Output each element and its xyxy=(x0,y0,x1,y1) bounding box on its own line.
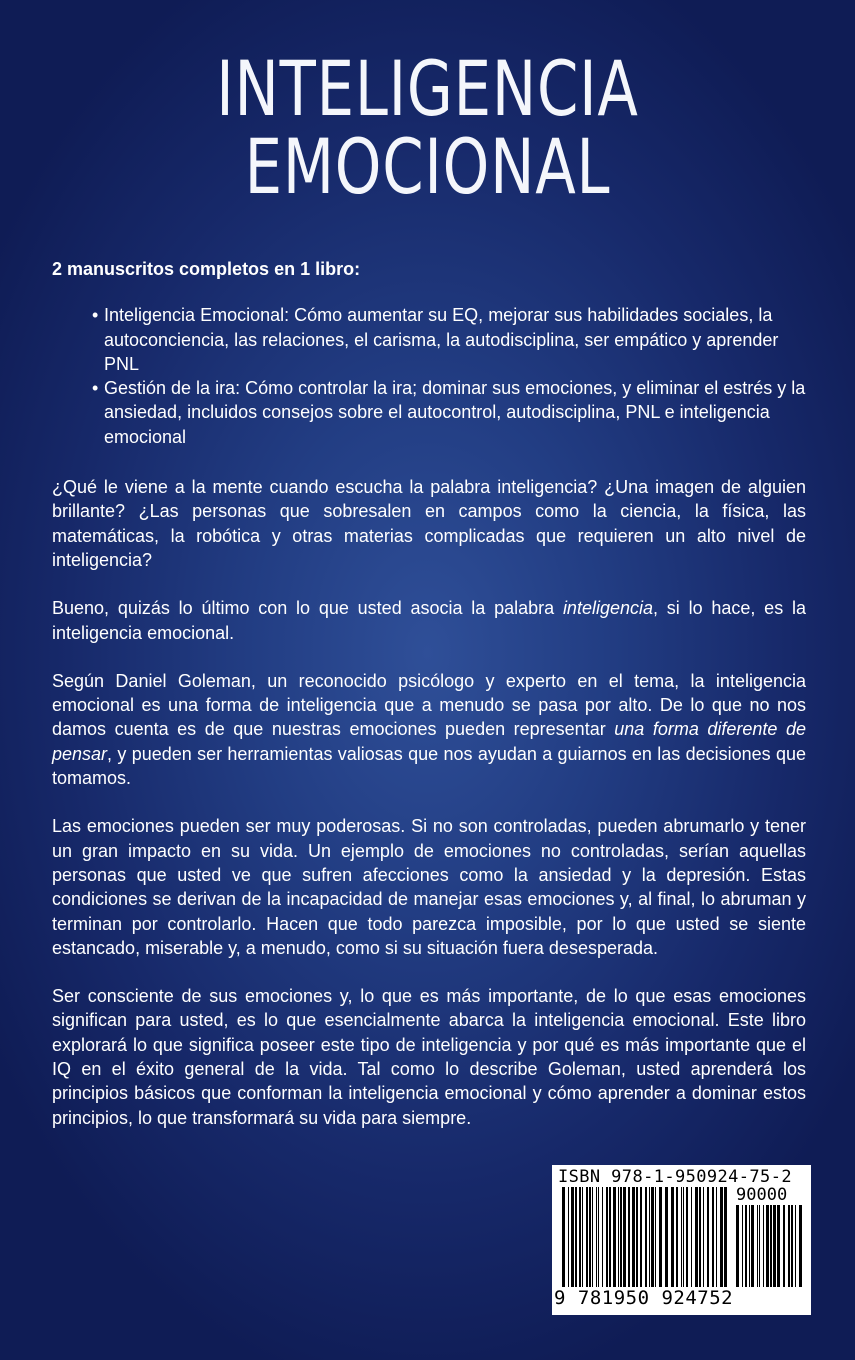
barcode-bar xyxy=(773,1205,776,1287)
barcode-bar xyxy=(695,1187,698,1287)
barcode-bar xyxy=(655,1187,656,1287)
barcode-bar xyxy=(602,1187,603,1287)
manuscript-item: • Gestión de la ira: Cómo controlar la ira; dominar sus emociones, y eliminar el estrés y la ansiedad, incluidos consejos sobre el autocontrol, autodisciplina, PNL e inteligencia emocional xyxy=(92,376,806,449)
barcode-bar xyxy=(620,1187,622,1287)
barcode-bar xyxy=(699,1187,701,1287)
barcode-bar xyxy=(720,1187,723,1287)
lead-heading: 2 manuscritos completos en 1 libro: xyxy=(52,259,361,279)
barcode-bar xyxy=(651,1187,654,1287)
barcode-bar xyxy=(788,1205,790,1287)
barcode-bar xyxy=(659,1187,662,1287)
barcode-bar xyxy=(686,1187,688,1287)
barcode-bar xyxy=(568,1187,569,1287)
barcode-bar xyxy=(582,1187,583,1287)
barcode-bar xyxy=(579,1187,581,1287)
barcode-bar xyxy=(592,1187,593,1287)
price-code: 90000 xyxy=(736,1185,788,1205)
barcode-bar xyxy=(799,1205,802,1287)
paragraph-2 xyxy=(52,596,806,645)
paragraph-2-emphasis: inteligencia xyxy=(562,598,653,619)
barcode-bar xyxy=(759,1205,760,1287)
barcode-bar xyxy=(606,1187,608,1287)
barcode-bar xyxy=(777,1205,780,1287)
title-line-2: EMOCIONAL xyxy=(244,122,611,211)
addon-barcode-bars xyxy=(736,1205,804,1287)
barcode-bar xyxy=(598,1187,599,1287)
paragraph-1: ¿Qué le viene a la mente cuando escucha la palabra inteligencia? ¿Una imagen de alguien brillante? ¿Las personas que sobresalen en campos como la ciencia, la física, las matemáticas, la robótica y otras materias complicadas que requieren un alto nivel de inteligencia? xyxy=(52,477,806,570)
barcode-bar xyxy=(665,1187,668,1287)
barcode-bar xyxy=(707,1187,709,1287)
paragraph-3-emphasis: una forma diferente de pensar xyxy=(52,719,806,764)
barcode-bar xyxy=(683,1187,684,1287)
barcode-bar xyxy=(596,1187,597,1287)
isbn-barcode xyxy=(552,1165,811,1315)
barcode-bar xyxy=(671,1187,674,1287)
title-line-1: INTELIGENCIA xyxy=(216,44,639,133)
barcode-bar xyxy=(589,1187,591,1287)
back-cover-text xyxy=(52,257,806,1154)
barcode-bar xyxy=(586,1187,588,1287)
manuscript-item: • Inteligencia Emocional: Cómo aumentar su EQ, mejorar sus habilidades sociales, la autoconciencia, las relaciones, el carisma, la autodisciplina, ser empático y aprender PNL xyxy=(92,303,806,376)
paragraph-3-text-b: , y pueden ser herramientas valiosas que nos ayudan a guiarnos en las decisiones que tomamos. xyxy=(52,743,806,789)
paragraph-3-text-a: Según Daniel Goleman, un reconocido psicólogo y experto en el tema, la inteligencia emocional es una forma de inteligencia que a menudo se pasa por alto. De lo que no nos damos cuenta es de que nuestras emociones pueden representar xyxy=(52,670,806,740)
paragraph-3 xyxy=(52,669,806,790)
barcode-bar xyxy=(712,1187,714,1287)
barcode-bar xyxy=(770,1205,772,1287)
barcode-bar xyxy=(640,1187,642,1287)
barcode-bar xyxy=(783,1205,785,1287)
barcode-bar xyxy=(571,1187,574,1287)
barcode-bar xyxy=(742,1205,743,1287)
barcode-bar xyxy=(745,1205,747,1287)
barcode-bar xyxy=(736,1205,739,1287)
barcode-bar xyxy=(623,1187,626,1287)
barcode-bar xyxy=(609,1187,611,1287)
barcode-bar xyxy=(766,1205,769,1287)
paragraph-5: Ser consciente de sus emociones y, lo que es más importante, de lo que esas emociones significan para usted, es lo que esencialmente abarca la inteligencia emocional. Este libro explorará lo que significa poseer este tipo de inteligencia y por qué es más importante que el IQ en el éxito general de la vida. Tal como lo describe Goleman, usted aprenderá los principios básicos que conforman la inteligencia emocional y cómo aprender a dominar estos principios, lo que transformará su vida para siempre. xyxy=(52,986,806,1128)
barcode-bar xyxy=(676,1187,678,1287)
ean-barcode-bars xyxy=(562,1187,727,1287)
ean-digits: 9 781950 924752 xyxy=(554,1287,734,1309)
barcode-bar xyxy=(649,1187,650,1287)
barcode-bar xyxy=(763,1205,764,1287)
isbn-number: ISBN 978-1-950924-75-2 xyxy=(558,1167,792,1187)
barcode-bar xyxy=(795,1205,796,1287)
barcode-bar xyxy=(636,1187,638,1287)
barcode-bar xyxy=(681,1187,682,1287)
barcode-bar xyxy=(628,1187,630,1287)
barcode-bar xyxy=(724,1187,727,1287)
paragraph-2-text-b: , si lo hace, es la inteligencia emocional. xyxy=(52,598,806,643)
barcode-bar xyxy=(632,1187,635,1287)
barcode-bar xyxy=(791,1205,793,1287)
manuscript-list xyxy=(52,303,806,449)
book-title xyxy=(94,44,761,211)
paragraph-4: Las emociones pueden ser muy poderosas. Si no son controladas, pueden abrumarlo y tener un gran impacto en su vida. Un ejemplo de emociones no controladas, serían aquellas personas que usted ve que sufren afecciones como la ansiedad y la depresión. Estas condiciones se derivan de la incapacidad de manejar esas emociones y, al final, lo abruman y terminan por controlarlo. Hacen que todo parezca imposible, por lo que usted se siente estancado, miserable y, a menudo, como si su situación fuera desesperada. xyxy=(52,816,806,958)
barcode-bar xyxy=(749,1205,750,1287)
barcode-bar xyxy=(562,1187,565,1287)
barcode-bar xyxy=(618,1187,619,1287)
barcode-bar xyxy=(716,1187,717,1287)
barcode-bar xyxy=(575,1187,577,1287)
barcode-bar xyxy=(691,1187,692,1287)
paragraph-2-text-a: Bueno, quizás lo último con lo que usted asocia la palabra xyxy=(52,598,563,619)
barcode-bar xyxy=(645,1187,647,1287)
barcode-bar xyxy=(751,1205,754,1287)
barcode-bar xyxy=(613,1187,616,1287)
barcode-bar xyxy=(703,1187,704,1287)
barcode-bar xyxy=(757,1205,758,1287)
